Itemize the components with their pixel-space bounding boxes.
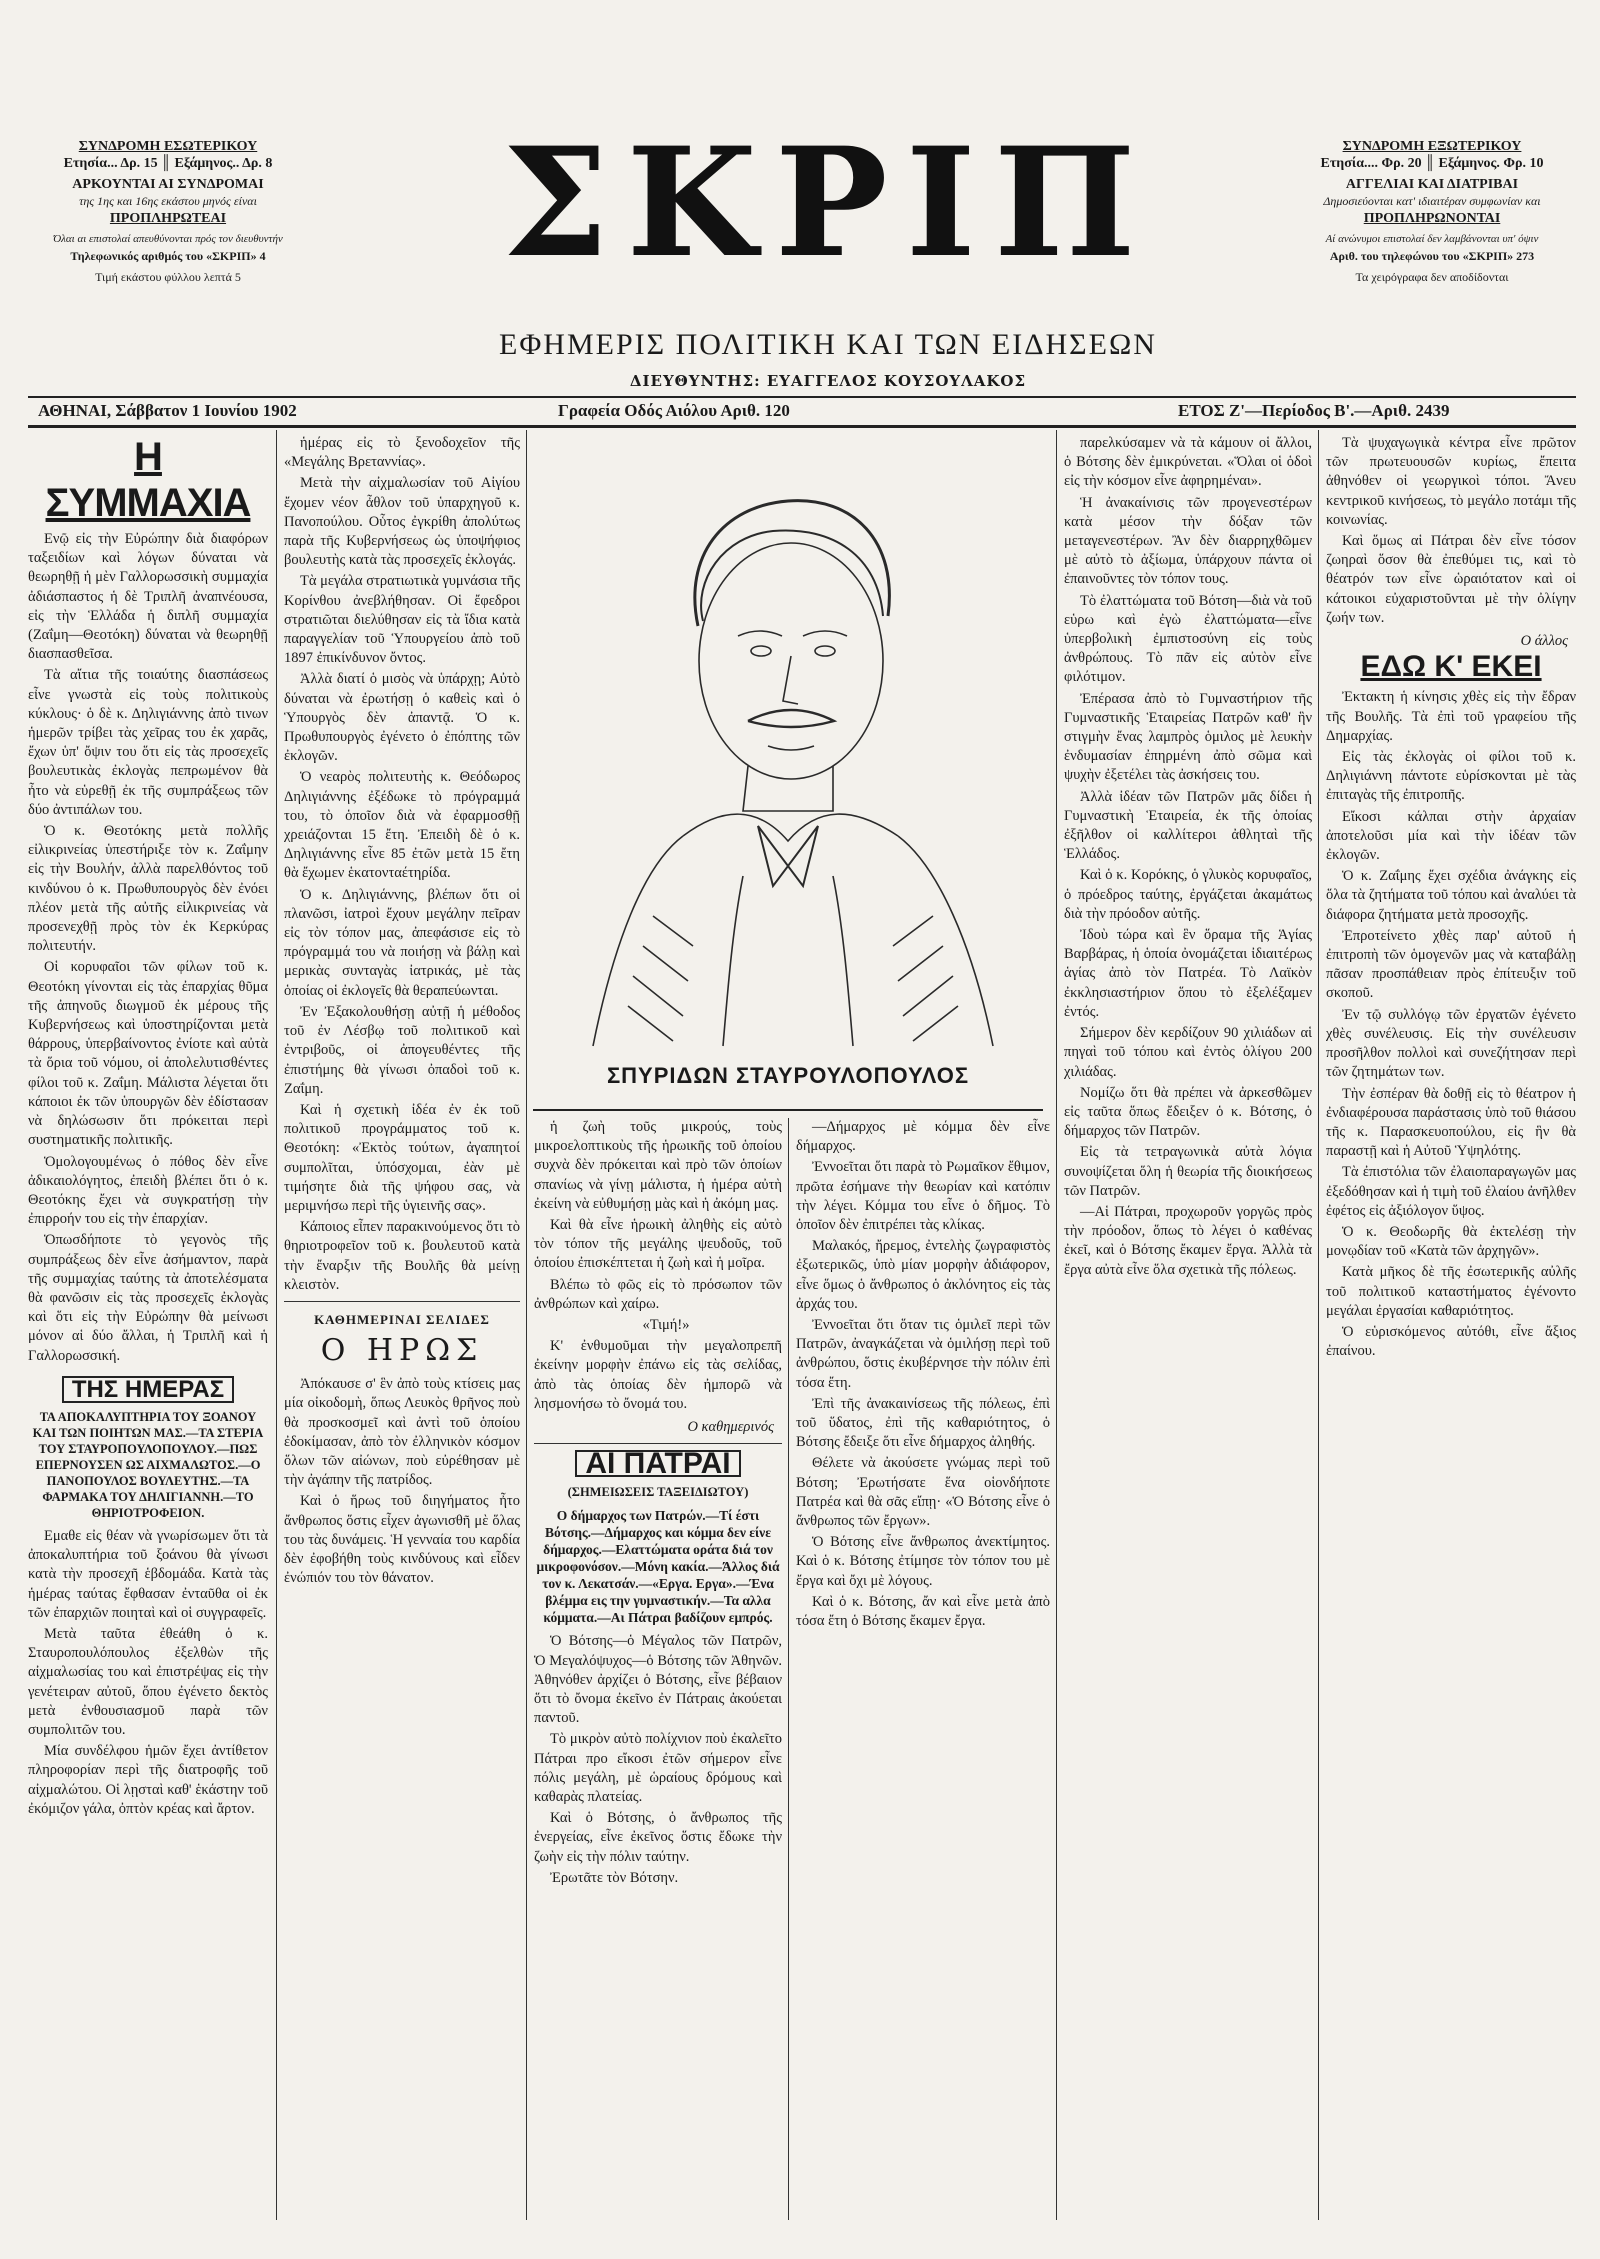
right-box-line6: Αί ανώνυμοι επιστολαί δεν λαμβάνονται υπ' όψιν bbox=[1325, 233, 1539, 245]
left-box-prices: Ετησία... Δρ. 15 ║ Εξάμηνος.. Δρ. 8 bbox=[63, 156, 273, 171]
left-box-line8: Τιμή εκάστου φύλλου λεπτά 5 bbox=[95, 270, 241, 284]
left-box-line3: ΑΡΚΟΥΝΤΑΙ ΑΙ ΣΥΝΔΡΟΜΑΙ bbox=[72, 177, 264, 192]
paragraph: Ὁ κ. Θεοδωρῆς θὰ ἐκτελέσῃ τὴν μονῳδίαν τοῦ «Κατὰ τῶν ἀρχηγῶν». bbox=[1326, 1223, 1576, 1260]
paragraph: Τὸ μικρὸν αὐτὸ πολίχνιον ποὺ ἐκαλεῖτο Πάτραι προ εἴκοσι ἐτῶν σήμερον εἶνε πόλις μεγάλη, μὲ ὡραίους δρόμους καὶ καθαρὰς πλατείας. bbox=[534, 1731, 782, 1806]
paragraph: Ἀλλὰ διατί ὁ μισὸς νὰ ὑπάρχῃ; Αὐτὸ δύναται νὰ ἐρωτήσῃ ὁ καθεὶς καὶ ὁ Ὑπουργὸς δὲν ἀπαντᾷ. Ὁ κ. Πρωθυπουργὸς ἐγένετο ὁ ἐπόπτης τῶν ἐκλογῶν. bbox=[284, 671, 520, 765]
portrait-caption: ΣΠΥΡΙΔΩΝ ΣΤΑΥΡΟΥΛΟΠΟΥΛΟΣ bbox=[606, 1063, 970, 1088]
headline-o-iros: Ο ΗΡΩΣ bbox=[320, 1333, 484, 1369]
paragraph: Ενῷ εἰς τὴν Εὐρώπην διὰ διαφόρων ταξειδίων καὶ λόγων δύναται νὰ θεωρηθῇ ἡ μὲν Γαλλορωσσικὴ συμμαχία ἀδιάσπαστος ἡ δὲ Τριπλῆ ἀναπνέουσα, εἰς τὴν Ἑλλάδα ἡ διπλῆ συμμαχία (Ζαΐμη—Θεοτόκη) δύναται νὰ θεωρηθῇ διασπασθεῖσα. bbox=[28, 531, 268, 663]
paragraph: Καὶ ὁ ἥρως τοῦ διηγήματος ἦτο ἄνθρωπος ὅστις εἶχεν ἀγωνισθῆ μὲ ὅλας του τὰς δυνάμεις. Ἡ γενναία του καρδία δὲν ἐφοβήθη τοὺς κινδύνους καὶ εἶδεν ἐνώπιόν του τὸν θάνατον. bbox=[284, 1493, 520, 1587]
column-rule bbox=[1318, 430, 1319, 2220]
paragraph: Οἱ κορυφαῖοι τῶν φίλων τοῦ κ. Θεοτόκη γίνονται εἰς τὰς ἐπαρχίας θῦμα τῆς ἀπηνοῦς διωγμοῦ ἐκ μέρους τῆς Κυβερνήσεως καὶ ὑποστηρίζονται μετὰ θάρρους, ὑπερβαίνοντος ἐνίοτε καὶ αὐτὰ τὰ ὅρια τοῦ νόμου, οἱ ἀπολελυτισθέντες φίλοι τοῦ κ. Ζαΐμη. Μάλιστα λέγεται ὅτι κάποιοι ἐκ τῶν ὑπουργῶν δὲν ἐδίστασαν νὰ δηλώσωσιν ὅτι πρόκειται περὶ συστηματικῆς πολιτικῆς. bbox=[28, 959, 268, 1149]
dateline-bottom-rule bbox=[28, 425, 1576, 428]
article-subheading: (ΣΗΜΕΙΩΣΕΙΣ ΤΑΞΕΙΔΙΩΤΟΥ) bbox=[567, 1485, 749, 1500]
article-summary: Ο δήμαρχος των Πατρών.—Τί έστι Βότσης.—Δήμαρχος και κόμμα δεν είνε δήμαρχος.—Ελαττώματα οράτα διά τον μικροφονόσον.—Μόνη κακία.—Άλλος διά τον κ. Λεκατσάν.—«Εργα. Εργα».—Ένα βλέμμα εις την γυμναστικήν.—Τα αλλα κόμματα.—Αι Πάτραι βαδίζουν εμπρός. bbox=[536, 1508, 780, 1626]
paragraph: Μετὰ ταῦτα ἐθεάθη ὁ κ. Σταυροπουλόπουλος ἐξελθὼν τῆς αἰχμαλωσίας του καὶ ἐπιστρέψας εἰς τὴν γενέτειραν αὐτοῦ, ὅπου ἐγένετο δεκτὸς μετὰ ἐνθουσιασμοῦ παρὰ τῶν συμπολιτῶν του. bbox=[28, 1625, 268, 1738]
column-6 bbox=[1326, 434, 1576, 2224]
paragraph: Ὁ Βότσης—ὁ Μέγαλος τῶν Πατρῶν, Ὁ Μεγαλόψυχος—ὁ Βότσης τῶν Ἀθηνῶν. Ἀθηνόθεν ἀρχίζει ὁ Βότσης, εἶνε βέβαιον ὅτι τὸ ὄνομα ἐκεῖνο ἐν Πάτραις ἀκούεται παντοῦ. bbox=[534, 1633, 782, 1727]
left-box-line6: Όλαι αι επιστολαί απευθύνονται πρός τον διευθυντήν bbox=[53, 233, 283, 245]
newspaper-page bbox=[28, 115, 1576, 2228]
paragraph: Ἐρωτᾶτε τὸν Βότσην. bbox=[550, 1869, 679, 1886]
paragraph: Ἐπροτείνετο χθὲς παρ' αὐτοῦ ἡ ἐπιτροπὴ τῶν ὁμογενῶν μας νὰ καταβάλῃ πᾶσαν προσπάθειαν πρὸς ἐπίτευξιν τοῦ σκοποῦ. bbox=[1326, 927, 1576, 1002]
paragraph: Εἰς τὰς ἐκλογὰς οἱ φίλοι τοῦ κ. Δηλιγιάννη πάντοτε εὑρίσκονται μὲ τὰς ἐπιταγὰς τῆς ἐπιτροπῆς. bbox=[1326, 749, 1576, 804]
paragraph: Ἐπέρασα ἀπὸ τὸ Γυμναστήριον τῆς Γυμναστικῆς Ἑταιρείας Πατρῶν καθ' ἣν στιγμὴν ἔνας λαμπρὸς ὁμιλος μὲ λευκὴν ἐνδυμασίαν ἐπηρμένη ἀπὸ σῶμα καὶ ψυχὴν ἐξετέλει τὰς ἀσκήσεις του. bbox=[1064, 690, 1312, 784]
paragraph: Εἴκοσι κάλπαι στὴν ἀρχαίαν ἀποτελοῦσι μία καὶ τὴν ἰδέαν τῶν ἐκλογῶν. bbox=[1326, 808, 1576, 864]
paragraph: Βλέπω τὸ φῶς εἰς τὸ πρόσωπον τῶν ἀνθρώπων καὶ χαίρω. bbox=[534, 1276, 782, 1312]
column-1 bbox=[28, 434, 268, 2224]
paragraph: Ἀλλὰ ἰδέαν τῶν Πατρῶν μᾶς δίδει ἡ Γυμναστικὴ Ἑταιρεία, ἐκ τῆς ὁποίας ἐξῆλθον οἱ καλλίτεροι ἀθληταὶ τῆς Ἑλλάδος. bbox=[1064, 788, 1312, 863]
paragraph: Κ' ἐνθυμοῦμαι τὴν μεγαλοπρεπῆ ἐκείνην μορφὴν ἐπάνω εἰς τὰς σελίδας, ἀπὸ τὰς ὁποίας δὲν ἠμπορῶ νὰ λησμονήσω τὸ ὄνομά του. bbox=[534, 1338, 782, 1412]
masthead-editor: ΔΙΕΥΘΥΝΤΗΣ: ΕΥΑΓΓΕΛΟΣ ΚΟΥΣΟΥΛΑΚΟΣ bbox=[629, 372, 1027, 390]
paragraph: ἡ ζωὴ τοῦς μικρούς, τοὺς μικροελοπτικοὺς τῆς ἡρωικῆς τοῦ ὁποίου συχνὰ δὲν πρόκειται καὶ πρὸ τῶν ὁποίων σπανίως νὰ γίνῃ μάλιστα, ἡ ἡμέρα αὐτὴ ἐκείνη νὰ εὐθυμήσῃ μὰς καὶ ἡ ἀκόμη μας. bbox=[534, 1119, 782, 1212]
paragraph: Τὰ αἴτια τῆς τοιαύτης διασπάσεως εἶνε γνωστὰ εἰς τοὺς πολιτικοὺς κύκλους· ὁ δὲ κ. Δηλιγιάννης ἀπὸ τινων ἡμερῶν τρίβει τὰς χεῖρας του ἐκ χαρᾶς, ἔχων ὑπ' ὄψιν του ὅτι εἰς τὰς προσεχεῖς βουλευτικὰς ἐκλογὰς πεπρωμένον θὰ ἦτο νὰ εὑρεθῇ ἐκ τῆς συμπράξεως τῶν δύο ἀντιπάλων του. bbox=[28, 667, 268, 818]
paragraph: Εμαθε εἰς θέαν νὰ γνωρίσωμεν ὅτι τὰ ἀποκαλυπτήρια τοῦ ξοάνου θὰ γίνωσι κατὰ τὴν προσεχῆ ἑβδομάδα. Κατὰ τὰς ἡμέρας ταύτας ἔφθασαν ἐνταῦθα οἱ ἐκ τῶν ἐπαρχιῶν ποιηταὶ καὶ οἱ συγγραφεῖς. bbox=[28, 1527, 268, 1621]
portrait-illustration bbox=[533, 446, 1043, 1056]
right-box-line4: Δημοσιεύονται κατ' ιδιαιτέραν συμφωνίαν και bbox=[1323, 194, 1541, 208]
headline-ai-patrai: ΑΙ ΠΑΤΡΑΙ bbox=[575, 1450, 740, 1477]
divider bbox=[533, 1109, 1043, 1111]
divider bbox=[284, 1301, 520, 1302]
paragraph: Τὴν ἐσπέραν θὰ δοθῇ εἰς τὸ θέατρον ἡ ἐνδιαφέρουσα παράστασις ὑπὸ τοῦ θιάσου τῆς κ. Παρασκευοπούλου, εἰς ἣν θὰ παραστῇ καὶ ἡ Αὐτοῦ Ὑψηλότης. bbox=[1326, 1085, 1576, 1160]
dateline-issue: ΕΤΟΣ Ζ'—Περίοδος Β'.—Αριθ. 2439 bbox=[1178, 401, 1450, 420]
headline-symmachia: Η ΣΥΜΜΑΧΙΑ bbox=[45, 435, 251, 525]
paragraph: Τὸ ἐλαττώματα τοῦ Βότση—διὰ νὰ τοῦ εὑρω καὶ ἐγὼ ἐλαττώματα—εἶνε ὑπερβολικὴ ἐμπιστοσύνη εἰς τοὺς ἀνθρώπους. Τὸ πᾶν εἰς αὐτὸν εἶνε φιλότιμον. bbox=[1064, 592, 1312, 686]
paragraph: Τὰ μεγάλα στρατιωτικὰ γυμνάσια τῆς Κορίνθου ἀνεβλήθησαν. Οἱ ἔφεδροι στρατιῶται διελύθησαν εἰς τὰ ἴδια κατὰ παραγγελίαν τοῦ Ὑπουργείου ἀπὸ τοῦ 1897 ἐπικίνδυνον ὄντος. bbox=[284, 573, 520, 667]
paragraph: Ἐπὶ τῆς ἀνακαινίσεως τῆς πόλεως, ἐπὶ τοῦ ὕδατος, ἐπὶ τῆς καθαριότητος, ὁ Βότσης ἔδειξε ὅτι εἶνε δήμαρχος ἀληθής. bbox=[796, 1395, 1050, 1451]
paragraph: Καὶ θὰ εἶνε ἡρωικὴ ἀληθὴς εἰς αὐτὸ τὸν τόπον τῆς μεγάλης ψευδοῦς, τοῦ ὁποίου ἐπισκέπτεται ἡ ζωὴ καὶ ἡ μοῖρα. bbox=[534, 1217, 782, 1272]
paragraph: Μαλακός, ἤρεμος, ἐντελὴς ζωγραφιστὸς ἐξωτερικῶς, ὑπὸ μίαν μορφὴν ἀδιάφορον, εἶνε ὅμως ὁ ἄνθρωπος ὁ ἀκλόνητος εἰς τὰς ἀρχάς του. bbox=[796, 1238, 1050, 1312]
column-rule bbox=[1056, 430, 1057, 2220]
paragraph: Ὁ κ. Ζαΐμης ἔχει σχέδια ἀνάγκης εἰς ὅλα τὰ ζητήματα τοῦ τόπου καὶ ἀναλύει τὰ διάφορα ζητήματα μετὰ προσοχῆς. bbox=[1326, 868, 1576, 923]
paragraph: Καὶ ὁ Βότσης, ὁ ἄνθρωπος τῆς ἐνεργείας, εἶνε ἐκεῖνος ὅστις ἔδωκε τὴν ζωὴν εἰς τὴν πόλιν ταύτην. bbox=[534, 1810, 782, 1865]
left-box-line5: ΠΡΟΠΛΗΡΩΤΕΑΙ bbox=[109, 211, 227, 226]
paragraph: Ἐν Ἐξακολουθήσῃ αὐτῇ ἡ μέθοδος τοῦ ἐν Λέσβῳ τοῦ πολιτικοῦ καὶ ἐντριβοῦς, οἱ ἀπογευθέντες τῆς ἐπιστήμης θὰ γίνωσι ὀπαδοὶ τοῦ κ. Ζαΐμη. bbox=[284, 1003, 520, 1097]
paragraph: Κάποιος εἶπεν παρακινούμενος ὅτι τὸ θηριοτροφεῖον τοῦ κ. βουλευτοῦ κατὰ τὴν ἔναρξιν τῆς Βουλῆς θὰ μείνῃ κλειστὸν. bbox=[284, 1219, 520, 1293]
paragraph: Ἐννοεῖται ὅτι παρὰ τὸ Ρωμαῖκον ἔθιμον, πρῶτα ἐσήμανε τὴν θεωρίαν καὶ κατόπιν τὴν λέγει. Κόμμα του εἶνε ὁ δῆμος. Τὸ ὁποῖον δὲν ἐπιτρέπει τὰς κλίκας. bbox=[796, 1159, 1050, 1234]
column-4 bbox=[796, 1118, 1050, 2224]
signature: Ο καθημερινός bbox=[687, 1419, 774, 1436]
paragraph: Ἐκτακτη ἡ κίνησις χθὲς εἰς τὴν ἔδραν τῆς Βουλῆς. Τὰ ἐπὶ τοῦ γραφείου τῆς Δημαρχίας. bbox=[1326, 689, 1576, 744]
paragraph: —Αἱ Πάτραι, προχωροῦν γοργῶς πρὸς τὴν πρόοδον, ὅπως τὸ λέγει ὁ καθένας ἐκεῖ, καὶ ὁ Βότσης ἔκαμεν ἔργα. Ἀλλὰ τὰ ἔργα αὐτὰ εἶνε ὅλα σχετικὰ τῆς πόλεως. bbox=[1064, 1203, 1312, 1278]
paragraph: Ἐννοεῖται ὅτι ὅταν τις ὁμιλεῖ περὶ τῶν Πατρῶν, ἀναγκάζεται νὰ ὁμιλήσῃ περὶ τοῦ ἀνθρώπου, ὅστις ἐκυβέρνησε τὴν πόλιν ἐπὶ τόσα ἔτη. bbox=[796, 1317, 1050, 1391]
section-tis-imeras: ΤΗΣ ΗΜΕΡΑΣ bbox=[62, 1376, 234, 1403]
divider bbox=[534, 1443, 782, 1444]
left-subscription-box bbox=[28, 138, 308, 286]
paragraph: Ἡ ἀνακαίνισις τῶν προγενεστέρων κατὰ μέσον τὴν δόξαν τῶν μεταγενεστέρων. Ἂν δὲν διαρρηχθῶμεν μὲ αὐτὸ τὸ ἀξίωμα, ὑπάρχουν πάντα οἱ ἐπαινοῦντες τὸν τόπον τους. bbox=[1064, 494, 1312, 588]
paragraph: Ὁ κ. Δηλιγιάννης, βλέπων ὅτι οἱ πλανῶσι, ἰατροὶ ἔχουν μεγάλην πεῖραν εἰς τὸν τόπον μας, ἀπεφάσισε εἰς τὸ πρόγραμμά του νὰ ποιήσῃ νὰ βάλῃ καὶ μερικὰς συνταγὰς ἰατρικάς, μὲ τὰς ὁποίας οἱ ἐκλογεῖς θὰ θεραπεύωνται. bbox=[284, 886, 520, 999]
paragraph: Νομίζω ὅτι θὰ πρέπει νὰ ἀρκεσθῶμεν εἰς ταῦτα ὅπως ἔδειξεν ὁ κ. Βότσης, ὁ δήμαρχος τῶν Πατρῶν. bbox=[1064, 1084, 1312, 1140]
column-2 bbox=[284, 434, 520, 2224]
paragraph: Εἰς τὰ τετραγωνικὰ αὐτὰ λόγια συνοψίζεται ὅλη ἡ θεωρία τῆς διοικήσεως τῶν Πατρῶν. bbox=[1064, 1144, 1312, 1199]
right-box-prices: Ετησία.... Φρ. 20 ║ Εξάμηνος. Φρ. 10 bbox=[1320, 156, 1544, 171]
dateline-office: Γραφεία Οδός Αιόλου Αριθ. 120 bbox=[558, 401, 790, 420]
paragraph: Ὁ νεαρὸς πολιτευτὴς κ. Θεόδωρος Δηλιγιάννης ἐξέδωκε τὸ πρόγραμμά του, τὸ ὁποῖον διὰ νὰ ἐφαρμοσθῇ χρειάζονται 15 ἔτη. Ἐπειδὴ δὲ ὁ κ. Δηλιγιάννης εἶνε 85 ἐτῶν μετὰ 15 ἔτη θὰ ἔχωμεν ἑκατονταέτηρίδα. bbox=[284, 769, 520, 882]
column-rule bbox=[526, 430, 527, 2220]
left-box-line4: της 1ης και 16ης εκάστου μηνός είναι bbox=[79, 194, 257, 208]
column-rule bbox=[788, 1118, 789, 2220]
signature: Ο άλλος bbox=[1520, 633, 1568, 650]
column-3 bbox=[534, 1118, 782, 2224]
paragraph: Θέλετε νὰ ἀκούσετε γνώμας περὶ τοῦ Βότση; Ἐρωτήσατε ἕνα οἱονδήποτε Πατρέα καὶ θὰ σᾶς εἴπῃ· «Ὁ Βότσης εἶνε ὁ ἄνθρωπος τῶν ἔργων». bbox=[796, 1455, 1050, 1530]
paragraph: Ὁπωσδήποτε τὸ γεγονὸς τῆς συμπράξεως δὲν εἶνε ἀσήμαντον, παρὰ τῆς συμμαχίας ταύτης τὰ ἀποτελέσματα θὰ φανῶσιν εἰς τὰς προσεχεῖς ἐκλογὰς καὶ ὅτι εἰς τὴν Εὐρώπην θὰ μείνωσι μόνον αἱ δύο ἄλλαι, ἡ Τριπλῆ καὶ ἡ Γαλλορωσσική. bbox=[28, 1232, 268, 1364]
paragraph: Ἀπόκαυσε σ' ἓν ἀπὸ τοὺς κτίσεις μας μία οἰκοδομὴ, ὅπως Λευκὸς θρῆνος ποὺ θὰ προσκοσμεῖ καὶ ἀντὶ τοῦ ὁποίου ἐδοκίμασαν, ἀπὸ τὸν ἐλληνικὸν κόσμον ὅλων τῶν αἰώνων, ποὺ εὐρέθησαν μὲ τὴν ἀγάπην τῆς πατρίδος. bbox=[284, 1376, 520, 1489]
paragraph: Καὶ ὅμως αἱ Πάτραι δὲν εἶνε τόσον ζωηραὶ ὅσον θὰ ἐπεθύμει τις, καὶ τὸ θέατρόν των εἶνε ὡραιότατον καὶ οἱ κάτοικοι εὐχαριστοῦνται μὲ τὴν ὀλίγην ζωήν των. bbox=[1326, 533, 1576, 626]
paragraph: «Τιμή!» bbox=[642, 1317, 690, 1334]
paragraph: Ὁ Βότσης εἶνε ἄνθρωπος ἀνεκτίμητος. Καὶ ὁ κ. Βότσης ἐτίμησε τὸν τόπον του μὲ ἔργα καὶ ὄχι μὲ λόγους. bbox=[796, 1534, 1050, 1589]
right-box-line8: Τα χειρόγραφα δεν αποδίδονται bbox=[1355, 270, 1509, 284]
section-subheading: ΤΑ ΑΠΟΚΑΛΥΠΤΗΡΙΑ ΤΟΥ ΞΟΑΝΟΥ ΚΑΙ ΤΩΝ ΠΟΙΗΤΩΝ ΜΑΣ.—ΤΑ ΣΤΕΡΙΑ ΤΟΥ ΣΤΑΥΡΟΠΟΥΛΟΠΟΥΛΟΥ.—ΠΩΣ ΕΠΕΡΝΟΥΣΕΝ ΩΣ ΑΙΧΜΑΛΩΤΟΣ.—Ο ΠΑΝΟΠΟΥΛΟΣ ΒΟΥΛΕΥΤΗΣ.—ΤΑ ΦΑΡΜΑΚΑ ΤΟΥ ΔΗΛΙΓΙΑΝΝΗ.—ΤΟ ΘΗΡΙΟΤΡΟΦΕΙΟΝ. bbox=[32, 1409, 264, 1520]
right-box-line5: ΠΡΟΠΛΗΡΩΝΟΝΤΑΙ bbox=[1363, 211, 1501, 226]
right-box-line7: Αριθ. του τηλεφώνου του «ΣΚΡΙΠ» 273 bbox=[1329, 249, 1535, 263]
headline-edo-k-ekei: ΕΔΩ Κ' ΕΚΕΙ bbox=[1360, 650, 1542, 684]
paragraph: Ὁ εὑρισκόμενος αὐτόθι, εἶνε ἄξιος ἐπαίνου. bbox=[1326, 1323, 1576, 1360]
paragraph: Τὰ ψυχαγωγικὰ κέντρα εἶνε πρῶτον τῶν πρωτευουσῶν κυρίως, ἔπειτα ἀθηνόθεν οἱ γεωργικοὶ τόποι. Ἄνευ κεντρικοῦ κινήσεως, τὸ μεγάλο ποτάμι τῆς κοινωνίας. bbox=[1326, 435, 1576, 528]
paragraph: Καὶ ὁ κ. Βότσης, ἄν καὶ εἶνε μετὰ ἀπὸ τόσα ἔτη ὁ Βότσης ἔκαμεν ἔργα. bbox=[796, 1593, 1050, 1630]
paragraph: Καὶ ὁ κ. Κορόκης, ὁ γλυκὸς κορυφαῖος, ὁ πρόεδρος ταύτης, ἐργάζεται ἀκαμάτως διὰ τὴν πρόοδον αὐτῆς. bbox=[1064, 867, 1312, 922]
right-box-line3: ΑΓΓΕΛΙΑΙ ΚΑΙ ΔΙΑΤΡΙΒΑΙ bbox=[1345, 177, 1519, 192]
paragraph: Καὶ ἡ σχετικὴ ἰδέα ἐν ἐκ τοῦ πολιτικοῦ προγράμματος τοῦ κ. Θεοτόκη: «Ἐκτὸς τούτων, ἀγαπητοί συμπολῖται, ὑπόσχομαι, ἐὰν μὲ τιμήσητε διὰ τῆς ψήφου σας, νὰ μεριμνήσω περὶ τῆς ὑγιεινῆς σας». bbox=[284, 1101, 520, 1214]
paragraph: Ὁμολογουμένως ὁ πόθος δὲν εἶνε ἀδικαιολόγητος, ἐπειδὴ βλέπει ὅτι ὁ κ. Θεοτόκης ἔχει νὰ συγκρατήσῃ τὴν ἐπιρροήν του εἰς τὴν ἐπαρχίαν. bbox=[28, 1153, 268, 1228]
paragraph: Κατὰ μῆκος δὲ τῆς ἐσωτερικῆς αὐλῆς τοῦ πολιτικοῦ καταστήματος ἐγένοντο μεγάλαι ἐργασίαι καθαριότητος. bbox=[1326, 1264, 1576, 1319]
column-rule bbox=[276, 430, 277, 2220]
paragraph: Σήμερον δὲν κερδίζουν 90 χιλιάδων αἱ πηγαὶ τοῦ τόπου καὶ ἐντὸς ὀλίγου 200 χιλιάδας. bbox=[1064, 1025, 1312, 1080]
column-header-kathimerinai: ΚΑΘΗΜΕΡΙΝΑΙ ΣΕΛΙΔΕΣ bbox=[314, 1311, 490, 1327]
paragraph: ἡμέρας εἰς τὸ ξενοδοχεῖον τῆς «Μεγάλης Βρεταννίας». bbox=[284, 435, 520, 471]
paragraph: Τὰ ἐπιστόλια τῶν ἐλαιοπαραγωγῶν μας ἐξεδόθησαν καὶ ἡ τιμὴ τοῦ ἐλαίου ἀνῆλθεν ἐφέτος εἰς ἀξιόλογον ὕψος. bbox=[1326, 1164, 1576, 1219]
masthead-subtitle: ΕΦΗΜΕΡΙΣ ΠΟΛΙΤΙΚΗ ΚΑΙ ΤΩΝ ΕΙΔΗΣΕΩΝ bbox=[499, 328, 1157, 361]
paragraph: Μία συνδέλφου ἡμῶν ἔχει ἀντίθετον πληροφορίαν περὶ τῆς διατροφῆς τοῦ αἰχμαλώτου. Οἱ λῃσταὶ καθ' ἑκάστην τοῦ ἐκόμιζον γάλα, ὀπτὸν κρέας καὶ ἄρτον. bbox=[28, 1743, 268, 1817]
masthead-title: ΣΚΡΙΠ bbox=[502, 115, 1154, 291]
paragraph: Μετὰ τὴν αἰχμαλωσίαν τοῦ Αἰγίου ἔχομεν νέον ἆθλον τοῦ ὑπαρχηγοῦ κ. Πανοπούλου. Οὗτος ἐγκρίθη ἀπολύτως παρὰ τῆς Κυβερνήσεως ὡς ὑποψήφιος βουλευτὴς κατὰ τὰς προσεχεῖς ἐκλογάς. bbox=[284, 475, 520, 569]
paragraph: Ἰδοὺ τώρα καὶ ἓν ὅραμα τῆς Ἁγίας Βαρβάρας, ἡ ὁποία ὀνομάζεται ἰδιαιτέρως ἁγίας ἀπὸ τὸν Πατρέα. Τὸ Λαϊκὸν ἐκκλησιαστήριον ὅπου τὸ ἐξελέξαμεν ἐντός. bbox=[1064, 927, 1312, 1020]
paragraph: παρελκύσαμεν νὰ τὰ κάμουν οἱ ἄλλοι, ὁ Βότσης δὲν ἐμικρύνεται. «Ὅλαι οἱ ὁδοὶ εἰς τὴν κόσμον εἶνε ἀφηρημέναι». bbox=[1064, 435, 1312, 490]
right-subscription-box bbox=[1288, 138, 1576, 286]
paragraph: Ἐν τῷ συλλόγῳ τῶν ἐργατῶν ἐγένετο χθὲς συνέλευσις. Εἰς τὴν συνέλευσιν προσῆλθον πολλοὶ καὶ συνεζήτησαν περὶ τῶν ζητημάτων των. bbox=[1326, 1006, 1576, 1081]
dateline-top-rule bbox=[28, 396, 1576, 398]
left-box-heading: ΣΥΝΔΡΟΜΗ ΕΣΩΤΕΡΙΚΟΥ bbox=[78, 139, 258, 154]
dateline-city-date: ΑΘΗΝΑΙ, Σάββατον 1 Ιουνίου 1902 bbox=[38, 401, 297, 420]
paragraph: Ὁ κ. Θεοτόκης μετὰ πολλῆς εἰλικρινείας ὑπεστήριξε τὸν κ. Ζαΐμην εἰς τὴν Βουλήν, ἀλλὰ παρελθόντος τοῦ κινδύνου ὁ κ. Πρωθυπουργὸς δὲν ἐνόει πλέον μετὰ τῆς αὐτῆς εἰλικρινείας νὰ προσενεχθῇ πρὸς τὸν ἐκ Κερκύρας πολιτευτήν. bbox=[28, 823, 268, 955]
paragraph: —Δήμαρχος μὲ κόμμα δὲν εἶνε δήμαρχος. bbox=[796, 1119, 1050, 1155]
right-box-heading: ΣΥΝΔΡΟΜΗ ΕΞΩΤΕΡΙΚΟΥ bbox=[1342, 139, 1522, 154]
column-5 bbox=[1064, 434, 1312, 2224]
left-box-line7: Τηλεφωνικός αριθμός του «ΣΚΡΙΠ» 4 bbox=[70, 249, 266, 263]
